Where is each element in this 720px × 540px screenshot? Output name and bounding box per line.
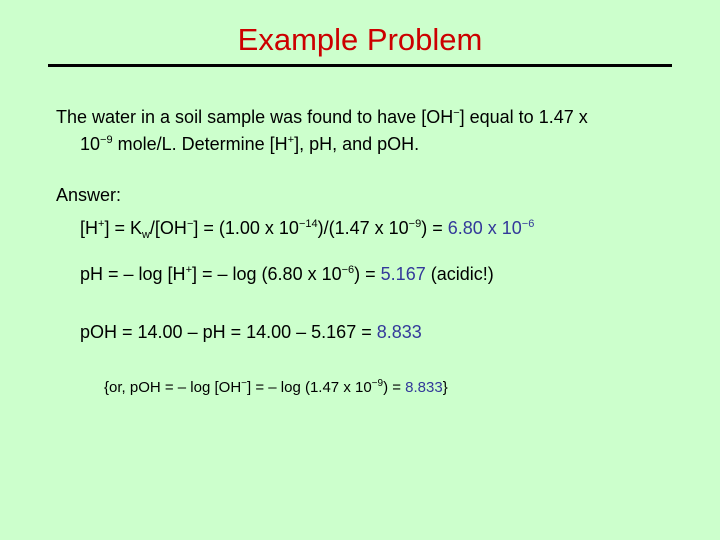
equation-text: ) = <box>383 379 406 396</box>
superscript: − <box>186 218 194 230</box>
poh-result: 8.833 <box>376 322 422 342</box>
result-value: 6.80 x 10 <box>447 218 522 238</box>
equation-text: pH = – log [H <box>80 264 186 284</box>
problem-text: ], pH, and pOH. <box>294 134 420 154</box>
equation-text: ] = – log (6.80 x 10 <box>192 264 342 284</box>
exponent: −6 <box>341 264 355 276</box>
exponent: −9 <box>100 134 113 146</box>
problem-text: 10 <box>80 134 101 154</box>
problem-line-2 <box>56 131 676 158</box>
equation-text: [H <box>80 218 98 238</box>
equation-text: /[OH <box>149 218 187 238</box>
equation-text: ) = <box>421 218 448 238</box>
superscript: + <box>185 264 192 276</box>
equation-text: ] = – log (1.47 x 10 <box>247 379 372 396</box>
problem-line-1 <box>56 104 676 131</box>
result-exponent: −6 <box>521 218 535 230</box>
superscript-plus: + <box>287 134 295 146</box>
equation-text: ] = K <box>104 218 142 238</box>
exponent: −9 <box>408 218 422 230</box>
title-divider <box>48 64 672 67</box>
superscript: + <box>98 218 105 230</box>
equation-text: (acidic!) <box>425 264 494 284</box>
ph-equation <box>80 262 494 286</box>
alt-poh-equation <box>104 378 448 398</box>
equation-text: ) = <box>354 264 381 284</box>
equation-text: )/(1.47 x 10 <box>317 218 409 238</box>
superscript: − <box>241 378 247 389</box>
alt-poh-result: 8.833 <box>405 379 443 396</box>
answer-label: Answer: <box>56 185 122 205</box>
equation-text: pOH = 14.00 – pH = 14.00 – 5.167 = <box>80 322 377 342</box>
problem-text: mole/L. Determine [H <box>112 134 288 154</box>
problem-text: The water in a soil sample was found to have [OH <box>56 107 454 127</box>
equation-text: } <box>442 379 448 396</box>
problem-statement <box>56 104 676 158</box>
subscript: w <box>141 229 150 241</box>
equation-text: {or, pOH = – log [OH <box>104 379 242 396</box>
superscript-minus: − <box>453 107 460 119</box>
poh-equation <box>80 320 422 344</box>
exponent: −14 <box>298 218 318 230</box>
slide-title: Example Problem <box>237 22 483 57</box>
kw-equation <box>80 216 534 240</box>
equation-text: ] = (1.00 x 10 <box>193 218 299 238</box>
exponent: −9 <box>371 378 384 389</box>
problem-text: ] equal to 1.47 x <box>459 107 588 127</box>
ph-result: 5.167 <box>380 264 426 284</box>
h-concentration-result <box>448 218 535 238</box>
